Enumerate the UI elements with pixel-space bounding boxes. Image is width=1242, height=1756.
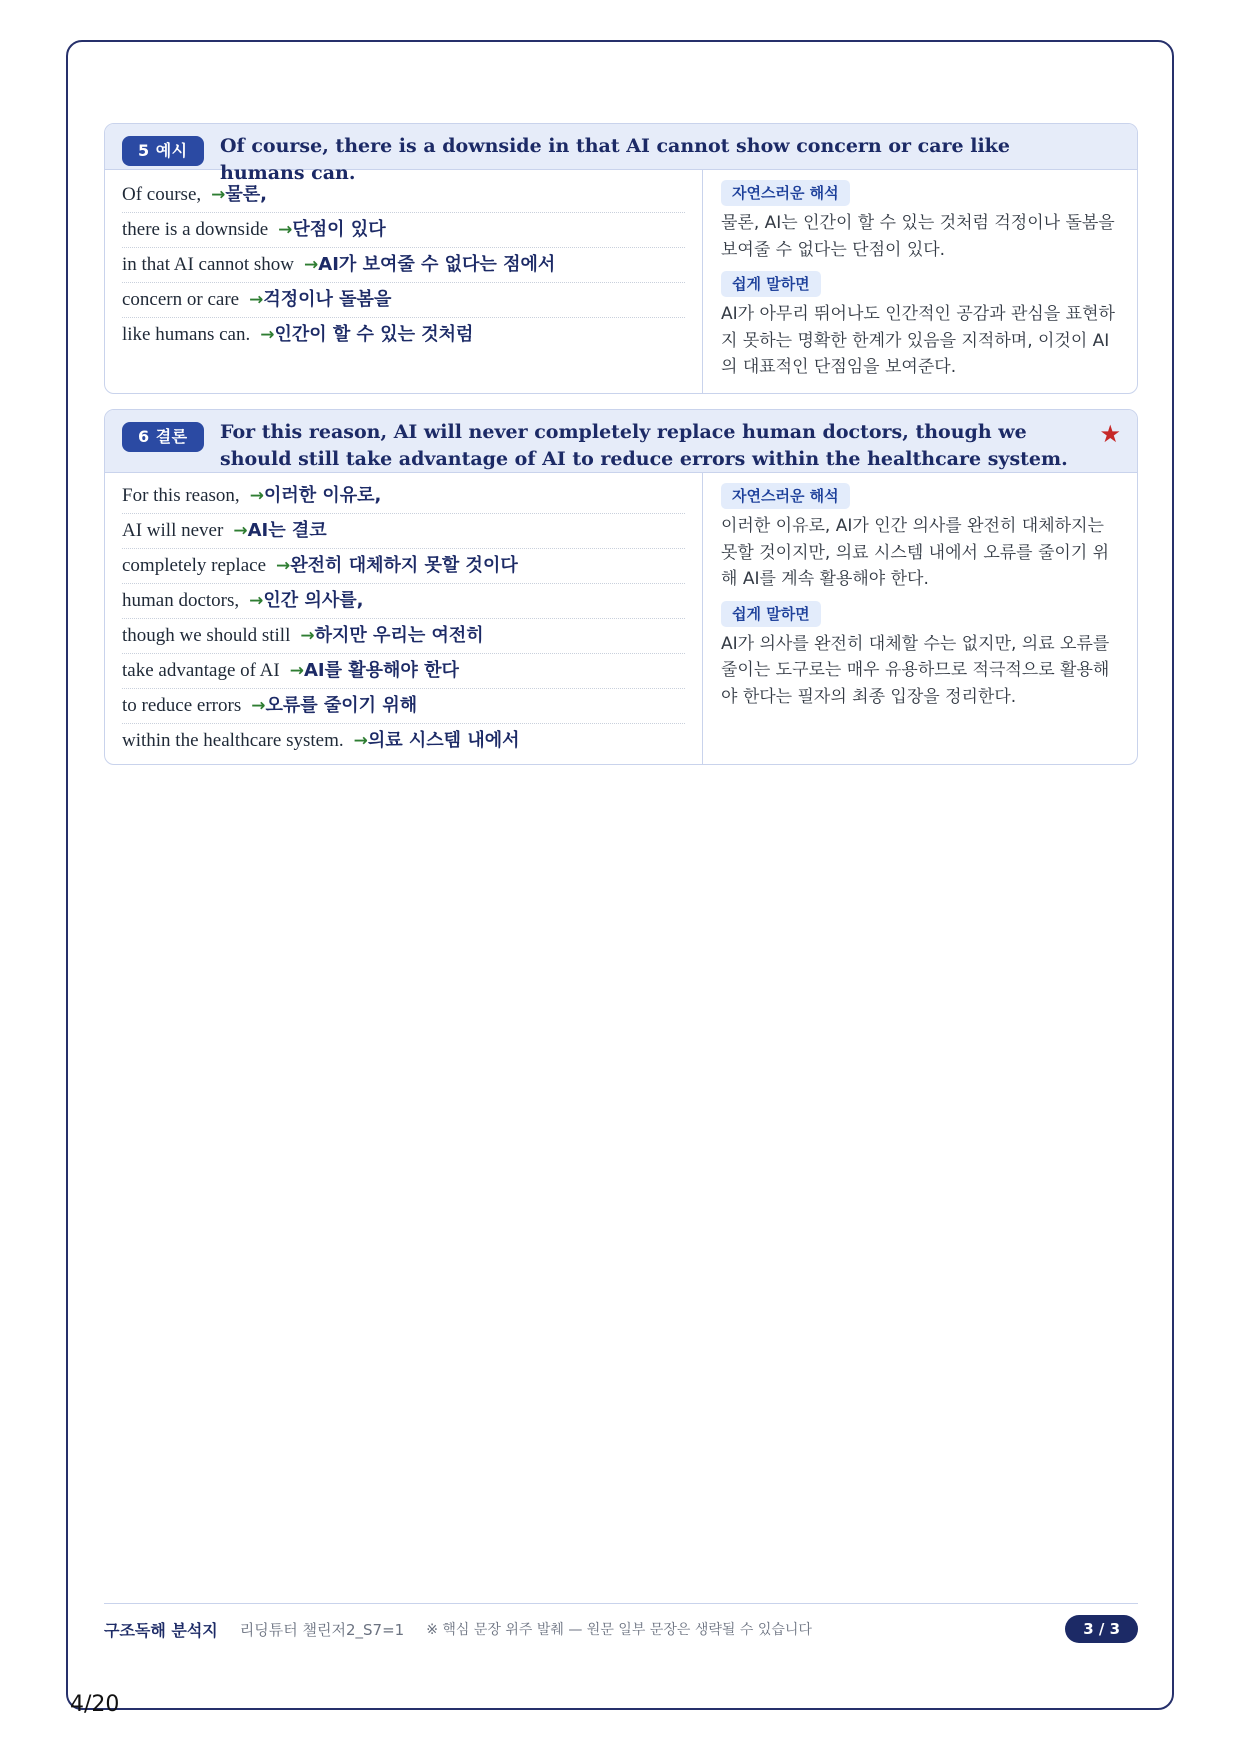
chunk-row <box>122 283 685 318</box>
arrow-icon: → <box>353 731 368 751</box>
natural-translation-text: 이러한 이유로, AI가 인간 의사를 완전히 대체하지는 못할 것이지만, 의료 시스템 내에서 오류를 줄이기 위해 AI를 계속 활용해야 한다. <box>721 516 1110 589</box>
chunk-korean: 인간이 할 수 있는 것처럼 <box>274 324 474 345</box>
chunk-row <box>122 213 685 248</box>
chunk-english: in that AI cannot show <box>122 254 295 275</box>
chunk-row <box>122 248 685 283</box>
arrow-icon: → <box>260 325 275 345</box>
arrow-icon: → <box>249 591 264 611</box>
chunk-row <box>122 514 685 549</box>
chunk-row <box>122 549 685 584</box>
chunk-row <box>122 479 685 514</box>
footer-title: 구조독해 분석지 <box>104 1620 218 1640</box>
chunk-korean: 하지만 우리는 여전히 <box>314 625 484 646</box>
sentence-header <box>105 410 1137 473</box>
footer-note: ※ 핵심 문장 위주 발췌 — 원문 일부 문장은 생략될 수 있습니다 <box>426 1622 812 1638</box>
chunk-korean: 오류를 줄이기 위해 <box>265 695 418 716</box>
arrow-icon: → <box>304 255 319 275</box>
chunk-korean: 인간 의사를, <box>263 590 364 611</box>
interpretation-panel <box>703 473 1137 764</box>
easy-explanation-label: 쉽게 말하면 <box>721 271 821 297</box>
chunk-english: there is a downside <box>122 219 269 240</box>
interpretation-panel <box>703 170 1137 393</box>
chunk-english: Of course, <box>122 184 202 205</box>
analysis-body <box>105 170 1137 393</box>
section-badge: 5 예시 <box>122 136 204 166</box>
chunk-korean: 완전히 대체하지 못할 것이다 <box>290 555 518 576</box>
chunk-list <box>105 473 703 764</box>
arrow-icon: → <box>233 521 248 541</box>
arrow-icon: → <box>249 290 264 310</box>
document-page-number: 4/20 <box>70 1692 120 1717</box>
sentence-card-5 <box>104 123 1138 394</box>
arrow-icon: → <box>211 185 226 205</box>
chunk-english: AI will never <box>122 520 224 541</box>
chunk-korean: 걱정이나 돌봄을 <box>263 289 392 310</box>
chunk-row <box>122 724 685 758</box>
star-icon: ★ <box>1099 420 1121 448</box>
analysis-body <box>105 473 1137 764</box>
chunk-english: concern or care <box>122 289 240 310</box>
key-sentence: For this reason, AI will never completely replace human doctors, though we should still take advantage of AI to reduce errors within the healthcare system. <box>220 421 1068 470</box>
chunk-korean: AI가 보여줄 수 없다는 점에서 <box>318 254 556 275</box>
easy-explanation-label: 쉽게 말하면 <box>721 601 821 627</box>
chunk-english: like humans can. <box>122 324 251 345</box>
chunk-english: to reduce errors <box>122 695 242 716</box>
arrow-icon: → <box>289 661 304 681</box>
arrow-icon: → <box>278 220 293 240</box>
key-sentence: Of course, there is a downside in that AI cannot show concern or care like humans can. <box>220 135 1010 184</box>
sentence-card-6 <box>104 409 1138 765</box>
chunk-english: human doctors, <box>122 590 240 611</box>
chunk-row <box>122 689 685 724</box>
chunk-korean: AI를 활용해야 한다 <box>303 660 459 681</box>
chunk-korean: 단점이 있다 <box>292 219 386 240</box>
chunk-row <box>122 654 685 689</box>
arrow-icon: → <box>251 696 266 716</box>
footer-source: 리딩튜터 챌린저2_S7=1 <box>239 1620 405 1639</box>
chunk-korean: 의료 시스템 내에서 <box>367 730 520 751</box>
chunk-row <box>122 318 685 352</box>
chunk-row <box>122 178 685 213</box>
page-indicator: 3 / 3 <box>1065 1615 1138 1643</box>
natural-translation-label: 자연스러운 해석 <box>721 180 850 206</box>
easy-explanation-text: AI가 아무리 뛰어나도 인간적인 공감과 관심을 표현하지 못하는 명확한 한계가 있음을 지적하며, 이것이 AI의 대표적인 단점임을 보여준다. <box>721 304 1115 377</box>
chunk-korean: AI는 결코 <box>247 520 327 541</box>
chunk-english: completely replace <box>122 555 267 576</box>
section-badge: 6 결론 <box>122 422 204 452</box>
page-footer <box>104 1614 1138 1644</box>
arrow-icon: → <box>300 626 315 646</box>
chunk-korean: 물론, <box>225 184 268 205</box>
chunk-list <box>105 170 703 393</box>
chunk-korean: 이러한 이유로, <box>263 485 382 506</box>
sentence-header <box>105 124 1137 184</box>
chunk-english: take advantage of AI <box>122 660 280 681</box>
chunk-english: within the healthcare system. <box>122 730 344 751</box>
chunk-english: For this reason, <box>122 485 240 506</box>
easy-explanation-text: AI가 의사를 완전히 대체할 수는 없지만, 의료 오류를 줄이는 도구로는 매우 유용하므로 적극적으로 활용해야 한다는 필자의 최종 입장을 정리한다. <box>721 633 1110 707</box>
natural-translation-label: 자연스러운 해석 <box>721 483 850 509</box>
chunk-english: though we should still <box>122 625 291 646</box>
arrow-icon: → <box>249 486 264 506</box>
arrow-icon: → <box>276 556 291 576</box>
footer-divider <box>104 1603 1138 1604</box>
chunk-row <box>122 619 685 654</box>
chunk-row <box>122 584 685 619</box>
natural-translation-text: 물론, AI는 인간이 할 수 있는 것처럼 걱정이나 돌봄을 보여줄 수 없다는 단점이 있다. <box>721 213 1115 260</box>
